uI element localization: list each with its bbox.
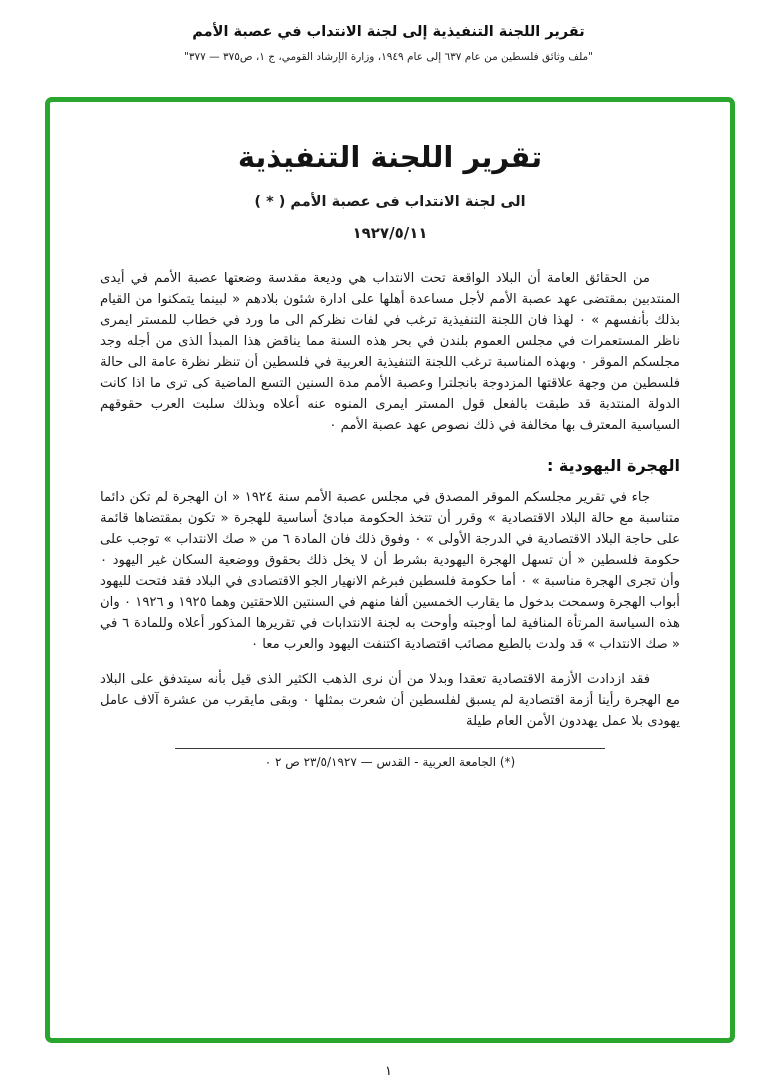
paragraph-2: جاء في تقرير مجلسكم الموقر المصدق في مجلس عصبة الأمم سنة ١٩٢٤ « ان الهجرة لم تكن دائما متناسبة مع حالة البلاد الاقتصادية » وقرر أن تتخذ الحكومة مبادئ أساسية للهجرة « تكون بمقتضاها قائمة على حاجة البلاد الاقتصادية في الدرجة الأولى » ٠ وفوق ذلك فان المادة ٦ من « صك الانتداب » توجب على حكومة فلسطين « أن تسهل الهجرة اليهودية بشرط أن لا يخل ذلك بحقوق ووضعية السكان غير اليهود ٠ وأن تجرى الهجرة مناسبة » ٠ أما حكومة فلسطين فبرغم الانهيار الجو الاقتصادى في البلاد فقد فتحت لليهود أبواب الهجرة وسمحت بدخول ما يقارب الخمسين ألفا منهم في السنتين اللاحقتين وهما ١٩٢٥ و ١٩٢٦ ٠ وان هذه السياسة المرتأة المنافية لما أوجبته وأوحت به لجنة الانتدابات في تقريرها المذكور أعلاه وللمادة ٦ في « صك الانتداب » قد ولدت بالطبع مصائب اقتصادية اكتنفت اليهود والعرب معا ٠ bbox=[100, 490, 680, 652]
footnote: (*) الجامعة العربية - القدس — ٢٣/٥/١٩٢٧ ص ٢ ٠ bbox=[264, 755, 516, 769]
scanned-document bbox=[50, 102, 730, 779]
section-heading-jewish-immigration: الهجرة اليهودية : bbox=[546, 456, 680, 475]
document-frame bbox=[45, 97, 735, 1043]
paragraph-1: من الحقائق العامة أن البلاد الواقعة تحت الانتداب هي وديعة مقدسة وضعتها عصبة الأمم في أيدى المنتدبين بمقتضى عهد عصبة الأمم لأجل مساعدة أهلها على ادارة شئون بلادهم « لبينما يتمكنوا من القيام بذلك بأنفسهم » ٠ لهذا فان اللجنة التنفيذية ترغب في لفات نظركم الى ما ورد في خطاب للمستر ايمرى ناظر المستعمرات في مجلس العموم بلندن في بحر هذه السنة مما يناقض هذا المبدأ الذى من أجله وجد مجلسكم الموقر ٠ وبهذه المناسبة ترغب اللجنة التنفيذية العربية في فلسطين أن تنظر نظرة عامة الى حالة فلسطين من وجهة علاقتها المزدوجة بانجلترا وعصبة الأمم مدة السنين التسع الماضية كى ترى ما اذا كانت الدولة المنتدبة قد طبقت بالفعل قول المستر ايمرى المنوه عنه أعلاه وبذلك سلبت العرب حقوقهم السياسية المعترف بها مخالفة في ذلك نصوص عهد عصبة الأمم ٠ bbox=[100, 271, 680, 433]
outer-header-source: "ملف وثائق فلسطين من عام ٦٣٧ إلى عام ١٩٤٩، وزارة الإرشاد القومي، ج ١، ص٣٧٥ — ٣٧٧" bbox=[183, 51, 594, 63]
document-subtitle: الى لجنة الانتداب فى عصبة الأمم ( * ) bbox=[254, 194, 526, 210]
page-number: ١ bbox=[385, 1064, 392, 1079]
document-title: تقرير اللجنة التنفيذية bbox=[237, 140, 543, 174]
paragraph-3: فقد ازدادت الأزمة الاقتصادية تعقدا وبدلا من أن نرى الذهب الكثير الذى قيل بأنه سيتدفق على البلاد مع الهجرة رأينا أزمة اقتصادية لم يسبق لفلسطين أن شعرت بمثلها ٠ وبقى مايقرب من عشرة آلاف عامل يهودى بلا عمل يهددون الأمن العام طيلة bbox=[100, 672, 680, 729]
footnote-divider bbox=[175, 748, 605, 749]
document-date: ١٩٢٧/٥/١١ bbox=[352, 224, 428, 242]
outer-header bbox=[0, 0, 777, 63]
outer-header-title: تقرير اللجنة التنفيذية إلى لجنة الانتداب في عصبة الأمم bbox=[192, 24, 585, 40]
